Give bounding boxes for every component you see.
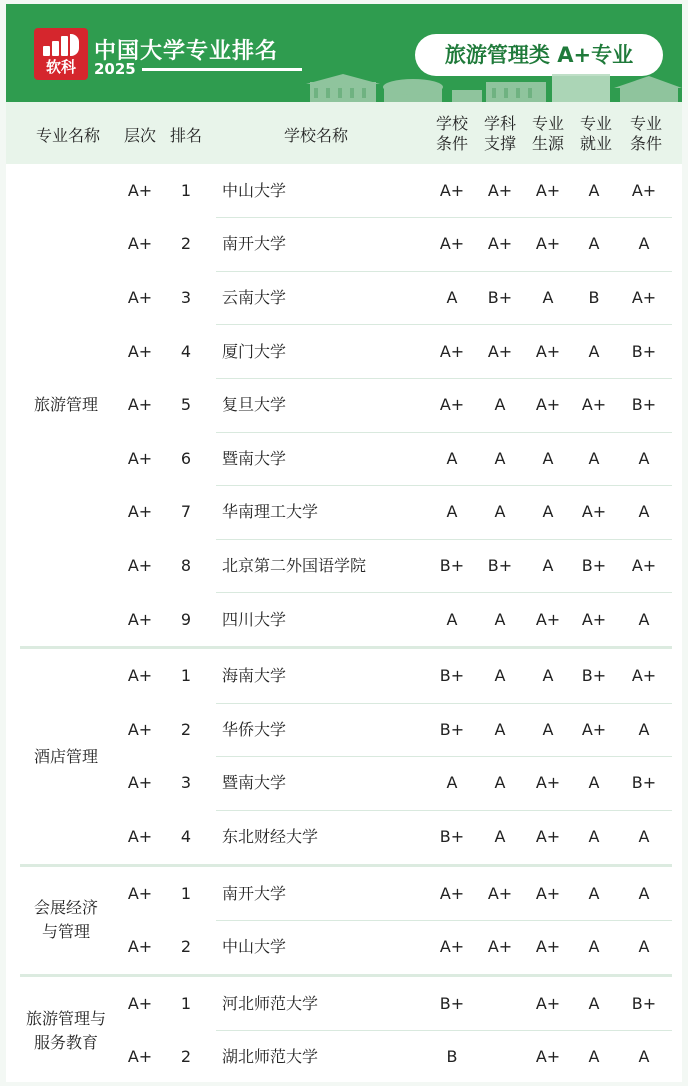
discipline-support-grade: A [494, 719, 506, 739]
school-name-cell: 厦门大学 [222, 341, 287, 361]
student-source-grade: A [542, 288, 554, 307]
major-conditions-grade: A [638, 719, 650, 739]
discipline-support-grade: A+ [487, 937, 513, 957]
school-name-cell: 河北师范大学 [222, 993, 319, 1013]
row-divider [216, 920, 672, 921]
rank-cell: 3 [180, 773, 192, 793]
school-conditions-grade: B+ [439, 719, 465, 739]
level-cell: A+ [127, 502, 153, 522]
category-title: 旅游管理类 A+专业 [415, 34, 663, 76]
group-divider [20, 974, 672, 977]
discipline-support-grade: A+ [487, 234, 513, 254]
school-conditions-grade: B+ [439, 993, 465, 1013]
row-divider [216, 592, 672, 593]
discipline-support-grade: B+ [487, 288, 513, 307]
employment-grade: A+ [581, 502, 607, 522]
rank-cell: 2 [180, 234, 192, 254]
row-divider [216, 324, 672, 325]
level-cell: A+ [127, 666, 153, 686]
column-header-student-source: 专业 生源 [531, 114, 564, 153]
major-name-cell [18, 393, 114, 417]
student-source-grade: A+ [535, 993, 561, 1013]
level-cell: A+ [127, 180, 153, 200]
level-cell: A+ [127, 609, 153, 629]
year-label: 2025 [94, 60, 136, 78]
school-conditions-grade: A [446, 773, 458, 793]
group-divider [20, 864, 672, 867]
school-conditions-grade: A+ [439, 234, 465, 254]
table-header [6, 102, 682, 164]
level-cell: A+ [127, 556, 153, 575]
level-cell: A+ [127, 448, 153, 468]
major-name-cell [18, 896, 114, 944]
major-name-cell [18, 1007, 114, 1055]
major-conditions-grade: A [638, 234, 650, 254]
major-conditions-grade: A [638, 827, 650, 846]
shanghai-ranking-logo [34, 28, 88, 80]
school-conditions-grade: A [446, 288, 458, 307]
school-conditions-grade: A [446, 502, 458, 522]
column-header-major-conditions: 专业 条件 [629, 114, 662, 153]
title-underline [142, 68, 302, 71]
page-title: 中国大学专业排名 [94, 39, 279, 64]
discipline-support-grade: A+ [487, 180, 513, 200]
employment-grade: A+ [581, 395, 607, 415]
school-name-cell: 暨南大学 [222, 773, 287, 793]
student-source-grade: A+ [535, 234, 561, 254]
school-conditions-grade: A [446, 448, 458, 468]
rank-cell: 5 [180, 395, 192, 415]
level-cell: A+ [127, 288, 153, 307]
major-name-line: 会展经济 [33, 898, 98, 918]
row-divider [216, 271, 672, 272]
row-divider [216, 1030, 672, 1031]
discipline-support-grade: A [494, 448, 506, 468]
rank-cell: 2 [180, 1047, 192, 1067]
rank-cell: 4 [180, 827, 192, 846]
major-conditions-grade: A [638, 937, 650, 957]
rank-cell: 1 [180, 883, 192, 903]
discipline-support-grade: A [494, 666, 506, 686]
school-conditions-grade: A+ [439, 395, 465, 415]
rank-cell: 1 [180, 180, 192, 200]
major-name-line: 与管理 [41, 922, 90, 942]
employment-grade: A [588, 937, 600, 957]
school-name-cell: 南开大学 [222, 883, 287, 903]
school-name-cell: 云南大学 [222, 288, 287, 307]
school-name-cell: 东北财经大学 [222, 827, 319, 846]
row-divider [216, 539, 672, 540]
major-conditions-grade: A+ [631, 180, 657, 200]
discipline-support-grade: A [494, 502, 506, 522]
level-cell: A+ [127, 993, 153, 1013]
level-cell: A+ [127, 937, 153, 957]
rank-cell: 3 [180, 288, 192, 307]
school-name-cell: 四川大学 [222, 609, 287, 629]
level-cell: A+ [127, 883, 153, 903]
student-source-grade: A [542, 448, 554, 468]
student-source-grade: A+ [535, 341, 561, 361]
column-header-school-conditions: 学校 条件 [435, 114, 468, 153]
school-conditions-grade: A+ [439, 180, 465, 200]
student-source-grade: A+ [535, 395, 561, 415]
logo-bars-icon [41, 34, 81, 56]
column-header-employment: 专业 就业 [579, 114, 612, 153]
student-source-grade: A [542, 666, 554, 686]
employment-grade: A [588, 448, 600, 468]
employment-grade: A [588, 883, 600, 903]
employment-grade: A [588, 993, 600, 1013]
major-conditions-grade: A [638, 1047, 650, 1067]
school-conditions-grade: A+ [439, 937, 465, 957]
column-header-level: 层次 [123, 126, 156, 145]
school-conditions-grade: B+ [439, 666, 465, 686]
major-conditions-grade: A+ [631, 288, 657, 307]
major-conditions-grade: A [638, 883, 650, 903]
student-source-grade: A+ [535, 609, 561, 629]
discipline-support-grade: A+ [487, 883, 513, 903]
employment-grade: B+ [581, 666, 607, 686]
discipline-support-grade: A [494, 827, 506, 846]
school-name-cell: 华南理工大学 [222, 502, 319, 522]
student-source-grade: A+ [535, 773, 561, 793]
major-name-line: 服务教育 [33, 1032, 98, 1052]
student-source-grade: A [542, 502, 554, 522]
employment-grade: A [588, 1047, 600, 1067]
level-cell: A+ [127, 827, 153, 846]
employment-grade: A [588, 773, 600, 793]
level-cell: A+ [127, 341, 153, 361]
major-name-line: 酒店管理 [33, 746, 98, 766]
major-conditions-grade: A [638, 502, 650, 522]
discipline-support-grade: A [494, 773, 506, 793]
major-conditions-grade: B+ [631, 993, 657, 1013]
level-cell: A+ [127, 1047, 153, 1067]
level-cell: A+ [127, 234, 153, 254]
rank-cell: 2 [180, 937, 192, 957]
school-name-cell: 中山大学 [222, 180, 287, 200]
school-name-cell: 中山大学 [222, 937, 287, 957]
school-conditions-grade: B+ [439, 556, 465, 575]
school-name-cell: 海南大学 [222, 666, 287, 686]
student-source-grade: A+ [535, 827, 561, 846]
student-source-grade: A [542, 719, 554, 739]
school-conditions-grade: B [446, 1047, 458, 1067]
row-divider [216, 485, 672, 486]
discipline-support-grade: B+ [487, 556, 513, 575]
rank-cell: 8 [180, 556, 192, 575]
campus-skyline-icon [302, 70, 682, 102]
row-divider [216, 756, 672, 757]
student-source-grade: A [542, 556, 554, 575]
discipline-support-grade: A [494, 395, 506, 415]
rank-cell: 1 [180, 993, 192, 1013]
employment-grade: A [588, 234, 600, 254]
row-divider [216, 217, 672, 218]
major-name-line: 旅游管理 [33, 395, 98, 415]
student-source-grade: A+ [535, 883, 561, 903]
employment-grade: A [588, 180, 600, 200]
employment-grade: A+ [581, 719, 607, 739]
school-name-cell: 暨南大学 [222, 448, 287, 468]
row-divider [216, 810, 672, 811]
major-name-line: 旅游管理与 [25, 1008, 106, 1028]
row-divider [216, 432, 672, 433]
school-name-cell: 复旦大学 [222, 395, 287, 415]
rank-cell: 6 [180, 448, 192, 468]
major-name-cell [18, 745, 114, 769]
rank-cell: 1 [180, 666, 192, 686]
logo-text: 软科 [45, 58, 76, 76]
level-cell: A+ [127, 719, 153, 739]
student-source-grade: A+ [535, 1047, 561, 1067]
school-conditions-grade: A+ [439, 883, 465, 903]
employment-grade: A+ [581, 609, 607, 629]
rank-cell: 7 [180, 502, 192, 522]
student-source-grade: A+ [535, 937, 561, 957]
school-name-cell: 北京第二外国语学院 [222, 556, 367, 575]
school-name-cell: 湖北师范大学 [222, 1047, 319, 1067]
column-header-major: 专业名称 [35, 126, 100, 145]
employment-grade: B [588, 288, 600, 307]
major-conditions-grade: B+ [631, 395, 657, 415]
school-conditions-grade: A [446, 609, 458, 629]
major-conditions-grade: B+ [631, 341, 657, 361]
discipline-support-grade: A+ [487, 341, 513, 361]
column-header-rank: 排名 [169, 126, 202, 145]
major-conditions-grade: A+ [631, 556, 657, 575]
major-conditions-grade: B+ [631, 773, 657, 793]
group-divider [20, 646, 672, 649]
rank-cell: 9 [180, 609, 192, 629]
employment-grade: B+ [581, 556, 607, 575]
column-header-school: 学校名称 [283, 126, 348, 145]
row-divider [216, 378, 672, 379]
level-cell: A+ [127, 395, 153, 415]
student-source-grade: A+ [535, 180, 561, 200]
discipline-support-grade: A [494, 609, 506, 629]
level-cell: A+ [127, 773, 153, 793]
employment-grade: A [588, 341, 600, 361]
major-conditions-grade: A+ [631, 666, 657, 686]
header-banner [6, 4, 682, 102]
rank-cell: 4 [180, 341, 192, 361]
column-header-discipline-support: 学科 支撑 [483, 114, 516, 153]
school-conditions-grade: A+ [439, 341, 465, 361]
major-conditions-grade: A [638, 448, 650, 468]
ranking-table [6, 102, 682, 1082]
school-name-cell: 南开大学 [222, 234, 287, 254]
major-conditions-grade: A [638, 609, 650, 629]
employment-grade: A [588, 827, 600, 846]
row-divider [216, 703, 672, 704]
school-name-cell: 华侨大学 [222, 719, 287, 739]
school-conditions-grade: B+ [439, 827, 465, 846]
rank-cell: 2 [180, 719, 192, 739]
